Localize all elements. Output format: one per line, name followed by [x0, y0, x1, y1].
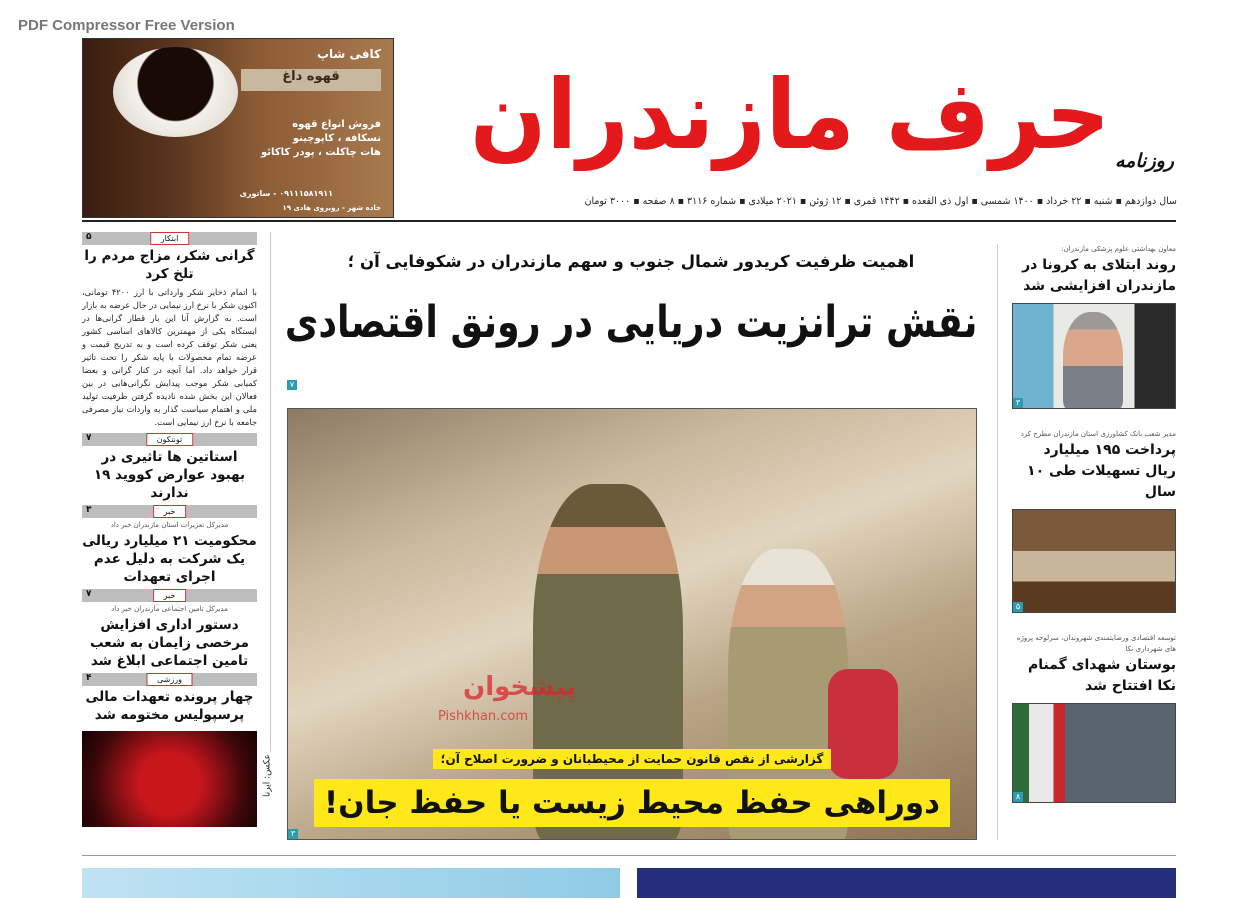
page-badge: ۸ — [1013, 792, 1023, 802]
news-item[interactable] — [82, 232, 257, 429]
news-item[interactable] — [82, 673, 257, 727]
section-label: خبر — [153, 589, 187, 602]
ad-line: فروش انواع قهوه — [292, 119, 381, 130]
newspaper-logo — [470, 45, 1110, 185]
ad-line: نسکافه ، کاپوچینو — [292, 133, 381, 144]
news-item[interactable] — [82, 589, 257, 673]
coffee-cup-image — [113, 47, 238, 137]
photo-headline-text: دوراهی حفظ محیط زیست یا حفظ جان! — [314, 779, 950, 827]
news-item[interactable] — [1012, 429, 1176, 613]
lead-headline-text: نقش ترانزیت دریایی در رونق اقتصادی — [284, 297, 978, 348]
bottom-ad-right[interactable] — [637, 868, 1176, 898]
news-headline: پرداخت ۱۹۵ میلیارد ریال تسهیلات طی ۱۰ سال — [1027, 442, 1176, 500]
section-label: خبر — [153, 505, 187, 518]
news-supertitle: مدیر شعب بانک کشاورزی استان مازندران مطرح کرد — [1020, 430, 1176, 438]
page-number: ۳ — [86, 505, 92, 515]
page-number: ۴ — [86, 673, 92, 683]
news-headline: بوستان شهدای گمنام نکا افتتاح شد — [1028, 657, 1176, 694]
lead-headline[interactable] — [285, 294, 977, 352]
left-column — [82, 232, 257, 827]
news-headline: روند ابتلای به کرونا در مازندران افزایشی شد — [1022, 257, 1176, 294]
news-item[interactable] — [1012, 244, 1176, 409]
ad-line: هات چاکلت ، پودر کاکائو — [261, 147, 381, 158]
ad-address: جاده شهر - روبروی هادی ۱۹ — [282, 204, 381, 212]
page-badge: ۵ — [1013, 602, 1023, 612]
header-divider — [82, 220, 1176, 222]
photo-credit: عکس: ایرنا — [262, 754, 273, 797]
photo-subtitle — [308, 749, 956, 769]
newspaper-logo-text: حرف مازندران — [469, 59, 1111, 171]
bottom-ad-left[interactable] — [82, 868, 620, 898]
pdf-watermark: PDF Compressor Free Version — [18, 17, 235, 34]
coffee-shop-ad[interactable] — [82, 38, 394, 218]
ceremony-image — [1012, 703, 1176, 803]
lead-kicker-text: اهمیت ظرفیت کریدور شمال جنوب و سهم مازندران در شکوفایی آن ؛ — [347, 252, 915, 271]
issue-dateline — [585, 196, 1177, 207]
photo-headline[interactable] — [308, 779, 956, 827]
official-portrait-image — [1012, 303, 1176, 409]
column-divider — [997, 244, 998, 840]
ad-phone: ۰۹۱۱۱۵۸۱۹۱۱ - ساتوری — [239, 189, 333, 198]
photo-subtitle-text: گزارشی از نقص قانون حمایت از محیطبانان و ضرورت اصلاح آن؛ — [433, 749, 832, 769]
news-supertitle: معاون بهداشتی علوم پزشکی مازندران: — [1061, 245, 1176, 253]
news-item[interactable] — [82, 433, 257, 505]
news-headline: دستور اداری افزایش مرخصی زایمان به شعب تامین اجتماعی ابلاغ شد — [89, 617, 250, 669]
ad-shop-name: قهوه داغ — [241, 69, 381, 91]
news-headline: استاتین ها تاثیری در بهبود عوارض کووید ۱۹ ندارند — [93, 449, 246, 501]
page-badge: ۳ — [1013, 398, 1023, 408]
page-badge: ۷ — [287, 380, 297, 390]
page-badge: ۳ — [288, 829, 298, 839]
column-divider — [270, 232, 271, 752]
page-number: ۷ — [86, 433, 92, 443]
page-number: ۷ — [86, 589, 92, 599]
issue-dateline-text: سال دوازدهم ▪ شنبه ▪ ۲۲ خرداد ▪ ۱۴۰۰ شمسی ▪ اول ذی القعده ▪ ۱۴۴۲ قمری ▪ ۱۲ ژوئن ▪ ۲۰۲۱ میلادی ▪ شماره ۳۱۱۶ ▪ ۸ صفحه ▪ ۳۰۰۰ تومان — [584, 196, 1178, 207]
news-item[interactable] — [1012, 633, 1176, 803]
news-body: با اتمام ذخایر شکر وارداتی با ارز ۴۲۰۰ تومانی، اکنون شکر با نرخ ارز نیمایی در حال عرضه به بازار است. به گزارش آنا این بار قطار گرانی‌ها در ایستگاه یکی از مهمترین کالاهای اساسی کشور یعنی شکر توقف کرده است و به تدریج قیمت و عرضه تمام محصولات با پایه شکر را تحت تاثیر قرار خواهد داد. اما آنچه در کنار گرانی و بعضا کمیابی شکر موجب پیدایش نگرانی‌هایی در بین فعالان این بخش شده نادیده گرفتن ظرفیت تولید ملی و اهتمام سیاست گذار به واردات نیاز مصرفی جامعه با نرخ ارز نیمایی است. — [82, 287, 257, 427]
news-item[interactable] — [82, 505, 257, 589]
page-number: ۵ — [86, 232, 92, 242]
news-headline: چهار پرونده تعهدات مالی پرسپولیس مختومه شد — [85, 689, 254, 723]
news-headline: محکومیت ۲۱ میلیارد ریالی یک شرکت به دلیل عدم اجرای تعهدات — [82, 533, 257, 585]
news-headline: گرانی شکر، مزاج مردم را تلخ کرد — [84, 248, 255, 282]
news-supertitle: مدیرکل تعزیرات استان مازندران خبر داد — [110, 521, 229, 529]
section-label: ابتکار — [150, 232, 190, 245]
pishkhan-watermark: پیشخوان — [463, 672, 576, 702]
persepolis-logo-image — [82, 731, 257, 827]
pishkhan-url: Pishkhan.com — [438, 709, 529, 724]
section-label: ورزشی — [146, 673, 193, 686]
news-supertitle: توسعه اقتصادی ورضایتمندی شهروندان، سرلوحه پروژه های شهرداری نکا — [1016, 634, 1176, 653]
bank-office-image — [1012, 509, 1176, 613]
section-label: تونتکون — [146, 433, 193, 446]
footer-divider — [82, 855, 1176, 856]
lead-kicker — [285, 252, 977, 271]
lead-photo[interactable] — [287, 408, 977, 840]
right-column — [1012, 244, 1176, 803]
news-supertitle: مدیرکل تامین اجتماعی مازندران خبر داد — [111, 605, 228, 613]
newspaper-label: روزنامه — [1115, 150, 1174, 172]
ad-brand: کافی شاپ — [316, 47, 381, 61]
